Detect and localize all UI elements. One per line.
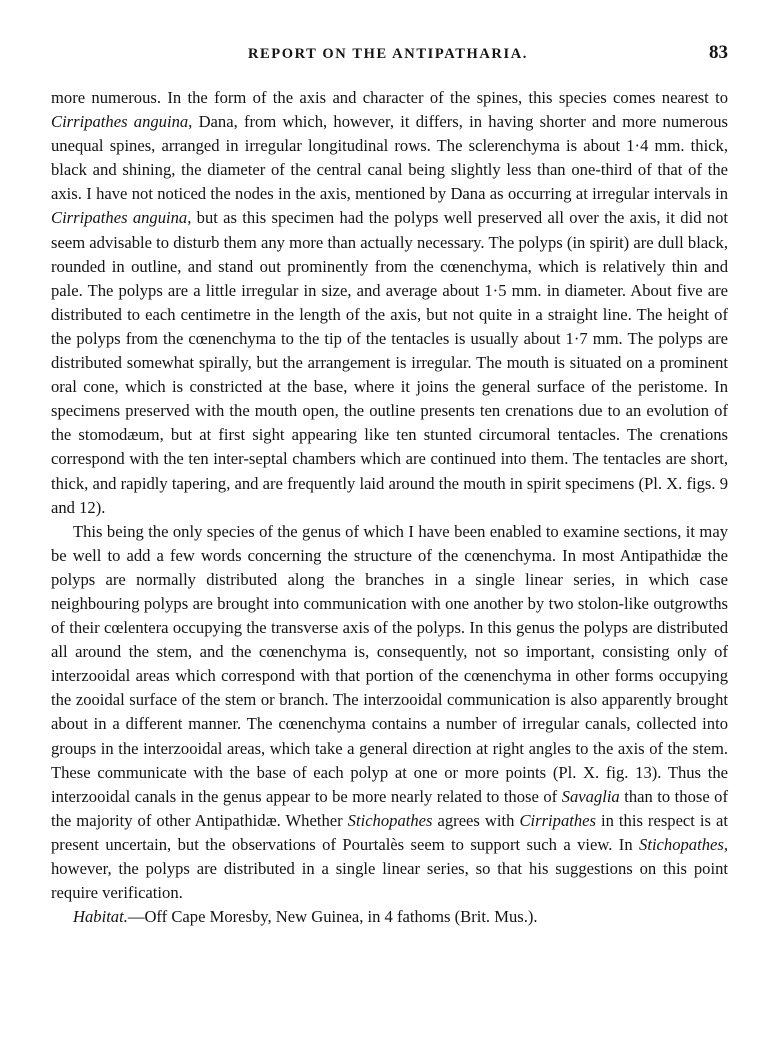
- text-segment: than to those of the majority of other Antipathidæ. Whether: [51, 786, 729, 830]
- running-title: REPORT ON THE ANTIPATHARIA.: [247, 46, 529, 62]
- habitat-text: —Off Cape Moresby, New Guinea, in 4 fathoms (Brit. Mus.).: [127, 907, 538, 927]
- italic-term: Stichopathes: [347, 810, 433, 830]
- italic-term: Stichopathes: [639, 834, 724, 854]
- text-segment: , but as this specimen had the polyps well preserved all over the axis, it did not seem advisable to disturb them any more than actually necessary. The polyps (in spirit) are dull black, rounded in outline, and stand out prominently from the cœnenchyma, which is relatively thin and pale. The polyps are a little irregular in size, and average about 1·5 mm. in diameter. About five are distributed to each centimetre in the length of the axis, but not quite in a straight line. The height of the polyps from the cœnenchyma to the tip of the tentacles is usually about 1·7 mm. The polyps are distributed somewhat spirally, but the arrangement is irregular. The mouth is situated on a prominent oral cone, which is constricted at the base, where it joins the general surface of the peristome. In specimens preserved with the mouth open, the outline presents ten crenations due to an evolution of the stomodæum, but at first sight appearing like ten stunted circumoral tentacles. The crenations correspond with the ten inter-septal chambers which are continued into them. The tentacles are short, thick, and rapidly tapering, and are frequently laid around the mouth in spirit specimens (Pl. X. figs. 9 and 12).: [51, 208, 728, 517]
- habitat-label: Habitat.: [73, 907, 128, 927]
- text-segment: , Dana, from which, however, it differs, in having shorter and more numerous unequal spines, arranged in irregular longitudinal rows. The sclerenchyma is about 1·4 mm. thick, black and shining, the diameter of the central canal being slightly less than one-third of that of the axis. I have not noticed the nodes in the axis, mentioned by Dana as occurring at irregular intervals in: [51, 112, 728, 204]
- italic-term: Cirripathes: [519, 810, 596, 830]
- habitat-paragraph: [51, 905, 728, 929]
- body-text: [51, 86, 728, 929]
- paragraph: [51, 86, 728, 520]
- page-number: 83: [709, 42, 728, 63]
- text-segment: more numerous. In the form of the axis and character of the spines, this species comes nearest to: [51, 88, 728, 107]
- italic-term: Cirripathes anguina: [51, 208, 188, 228]
- italic-term: Cirripathes anguina: [51, 112, 189, 132]
- text-segment: in this respect is at present uncertain, but the observations of Pourtalès seem to support such a view. In: [51, 810, 729, 854]
- running-head: [0, 42, 776, 72]
- text-segment: agrees with: [432, 810, 520, 830]
- text-segment: , however, the polyps are distributed in a single linear series, so that his suggestions on this point require verification.: [51, 834, 728, 903]
- italic-term: Savaglia: [561, 786, 620, 806]
- paragraph: [51, 520, 728, 906]
- text-segment: This being the only species of the genus of which I have been enabled to examine sections, it may be well to add a few words concerning the structure of the cœnenchyma. In most Antipathidæ the polyps are normally distributed along the branches in a single linear series, in which case neighbouring polyps are brought into communication with one another by two stolon-like outgrowths of their cœlentera occupying the transverse axis of the polyps. In this genus the polyps are distributed all around the stem, and the cœnenchyma is, consequently, not so important, consisting only of interzooidal areas which correspond with that portion of the cœnenchyma in other forms occupying the zooidal surface of the stem or branch. The interzooidal communication is also apparently brought about in a different manner. The cœnenchyma contains a number of irregular canals, collected into groups in the interzooidal areas, which take a general direction at right angles to the axis of the stem. These communicate with the base of each polyp at one or more points (Pl. X. fig. 13). Thus the interzooidal canals in the genus appear to be more nearly related to those of: [51, 521, 728, 806]
